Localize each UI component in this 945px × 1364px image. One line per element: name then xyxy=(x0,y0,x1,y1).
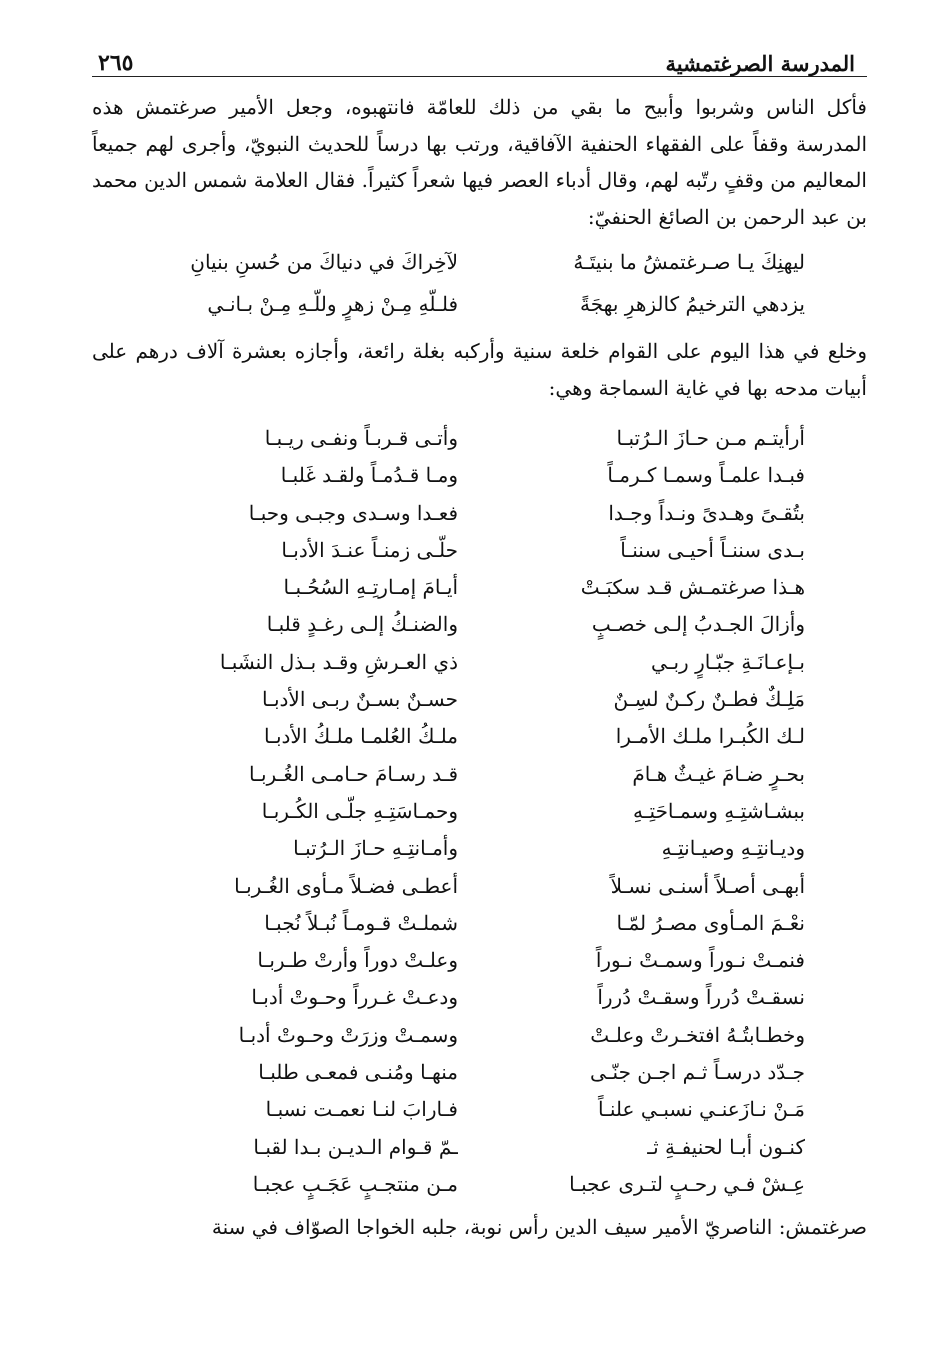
verse-line xyxy=(92,830,867,867)
verse-first-hemistich: بتُقـىً وهـدىً ونـداً وجـدا xyxy=(608,500,805,525)
verse-first-hemistich: ببشـاشتِـهِ وسمـاحَتِـهِ xyxy=(632,798,805,823)
verse-line xyxy=(92,420,867,457)
verse-second-hemistich: مـن منتجـبٍ عَجَـبٍ عجبـا xyxy=(252,1171,458,1196)
verse-line xyxy=(92,1129,867,1166)
verse-second-hemistich: أعطـى فضـلاً مـأوى الغُـربـا xyxy=(234,873,458,898)
verse-first-hemistich: يزدهي الترخيمُ كالزهرِ بهجَةً xyxy=(580,292,805,316)
verse-line xyxy=(92,905,867,942)
verse-second-hemistich: ملـكُ العُلمـا ملـكُ الأدبـا xyxy=(264,724,458,749)
verse-line xyxy=(92,979,867,1016)
verse-first-hemistich: وديـانتِـهِ وصيـانتِـهِ xyxy=(661,836,805,861)
verse-line xyxy=(92,495,867,532)
footnote-paragraph: صرغتمش: الناصريّ الأمير سيف الدين رأس نوبة، جلبه الخواجا الصوّاف في سنة xyxy=(211,1215,867,1240)
verse-second-hemistich: ـمّ قـوام الـديـن بـدا لقبـا xyxy=(253,1134,458,1159)
verse-second-hemistich: وأتـى قـربـاً ونفـى ريـبـا xyxy=(264,426,458,450)
verse-second-hemistich: وأمـانتِـهِ حـازَ الـرُتبـا xyxy=(293,836,458,861)
page xyxy=(92,38,867,1246)
verse-line xyxy=(92,1166,867,1203)
verse-line xyxy=(92,241,867,283)
verse-second-hemistich: قـد رسـامَ حـامـى الغُـربـا xyxy=(248,761,458,786)
verse-first-hemistich: ليهنِكَ يـا صـرغتمشُ ما بنيتَـهُ xyxy=(573,250,805,274)
verse-line xyxy=(92,793,867,830)
verse-second-hemistich: ومـا قـدُمـاً ولقـد غَلبـا xyxy=(280,463,458,488)
verse-line xyxy=(92,756,867,793)
verse-first-hemistich: بـإعـانَـةِ جبّـارٍ ربـي xyxy=(650,649,805,674)
verse-line xyxy=(92,942,867,979)
verse-second-hemistich: فعـدا وسـدى وجبـى وحبـا xyxy=(248,500,458,525)
verse-line xyxy=(92,681,867,718)
verse-second-hemistich: شملـتْ قـومـاً نُبـلاً نُجبـا xyxy=(264,910,458,935)
verse-first-hemistich: أبهـى أصـلاً أسنـى نسـلاً xyxy=(610,873,805,898)
verse-second-hemistich: أيـامَ إمـارتِـهِ السُحُـبـا xyxy=(283,575,458,600)
verse-line xyxy=(92,569,867,606)
verse-line xyxy=(92,606,867,643)
verse-second-hemistich: لآخِراكَ في دنياكَ من حُسنِ بنيانِ xyxy=(190,250,458,274)
verse-first-hemistich: بحـرٍ ضـامَ غيـثٌ هـامَ xyxy=(632,761,805,786)
verse-line xyxy=(92,868,867,905)
verse-line xyxy=(92,457,867,494)
poem-2 xyxy=(92,420,867,1203)
paragraph-1: فأكل الناس وشربوا وأبيح ما بقي من ذلك للعامّة فانتهبوه، وجعل الأمير صرغتمش هذه المدرسة وقفاً على الفقهاء الحنفية الآفاقية، ورتب بها درساً للحديث النبويّ، وأجرى لهم جميعاً المعاليم من وقفٍ رتّبه لهم، وقال أدباء العصر فيها شعراً كثيراً. فقال العلامة شمس الدين محمد بن عبد الرحمن بن الصائغ الحنفيّ: xyxy=(92,95,867,229)
verse-line xyxy=(92,1054,867,1091)
page-number: ٢٦٥ xyxy=(98,50,134,76)
verse-first-hemistich: فنمـتْ نـوراً وسمـتْ نـوراً xyxy=(595,948,805,973)
verse-second-hemistich: فلـلّهِ مِـنْ زهرٍ وللّـهِ مِـنْ بـانـي xyxy=(207,292,458,316)
poem-1 xyxy=(92,241,867,325)
paragraph-2: وخلع في هذا اليوم على القوام خلعة سنية وأركبه بغلة رائعة، وأجازه بعشرة آلاف درهم على أبيات مدحه بها في غاية السماجة وهي: xyxy=(92,339,867,400)
chapter-title: المدرسة الصرغتمشية xyxy=(665,51,855,76)
verse-line xyxy=(92,718,867,755)
verse-first-hemistich: مَـنْ نـازَعنـي نسبـي علنـاً xyxy=(597,1097,805,1122)
verse-first-hemistich: هـذا صرغتمـش قـد سكبَـتْ xyxy=(580,575,805,600)
verse-first-hemistich: مَلِـكٌ فطـنٌ ركـنٌ لسِـنٌ xyxy=(613,687,805,712)
verse-first-hemistich: وأزالَ الجـدبُ إلـى خصـبٍ xyxy=(591,612,805,637)
verse-first-hemistich: كنـون أبـا لحنيفـةِ ثـ xyxy=(647,1134,805,1159)
verse-first-hemistich: عِـشْ فـي رحـبٍ لتـرى عجبـا xyxy=(569,1171,805,1196)
verse-first-hemistich: نسقـتْ دُرراً وسقـتْ دُرراً xyxy=(597,985,805,1010)
verse-second-hemistich: حسـنٌ بسـنٌ ربـى الأدبـا xyxy=(262,687,458,712)
verse-second-hemistich: ودعـتْ غـرراً وحـوتْ أدبـا xyxy=(251,985,458,1010)
verse-first-hemistich: أرأيتـم مـن حـازَ الـرُتبـا xyxy=(616,426,805,450)
verse-second-hemistich: والضنـكُ إلـى رغـدٍ قلبـا xyxy=(266,612,458,637)
verse-second-hemistich: منهـا ومُنـى فمعـى طلبـا xyxy=(258,1060,458,1085)
verse-line xyxy=(92,1017,867,1054)
verse-first-hemistich: جـدّد درسـاً ثـم اجـن جنّـى xyxy=(590,1060,805,1085)
verse-second-hemistich: ذي العـرشِ وقـد بـذل النشَبـا xyxy=(219,649,458,674)
verse-first-hemistich: وخطـابتُـهُ افتخـرتْ وعلـتْ xyxy=(590,1022,805,1047)
verse-second-hemistich: وحمـاسَتِـهِ جلّـى الكُـربـا xyxy=(261,798,458,823)
verse-line xyxy=(92,644,867,681)
verse-line xyxy=(92,283,867,325)
verse-second-hemistich: حلّـى زمنـاً عنـدَ الأدبـا xyxy=(281,537,458,562)
verse-second-hemistich: فـارابَ لنـا نعمـت نسبـا xyxy=(265,1097,458,1122)
verse-second-hemistich: وعلـتْ دوراً وأرتْ طـربـا xyxy=(257,948,458,973)
verse-line xyxy=(92,532,867,569)
verse-first-hemistich: نعْـمَ المـأوى مصـرُ لمّـا xyxy=(616,910,805,935)
verse-first-hemistich: فبـدا علمـاً وسمـا كـرمـاً xyxy=(607,463,805,488)
verse-second-hemistich: وسمـتْ وزرَتْ وحـوتْ أدبـا xyxy=(238,1022,458,1047)
verse-first-hemistich: لـك الكُبـرا ملـك الأمـرا xyxy=(615,724,805,749)
verse-line xyxy=(92,1091,867,1128)
verse-first-hemistich: بـدى سننـاً أحيـى سننـاً xyxy=(620,537,805,562)
running-header xyxy=(92,38,867,77)
